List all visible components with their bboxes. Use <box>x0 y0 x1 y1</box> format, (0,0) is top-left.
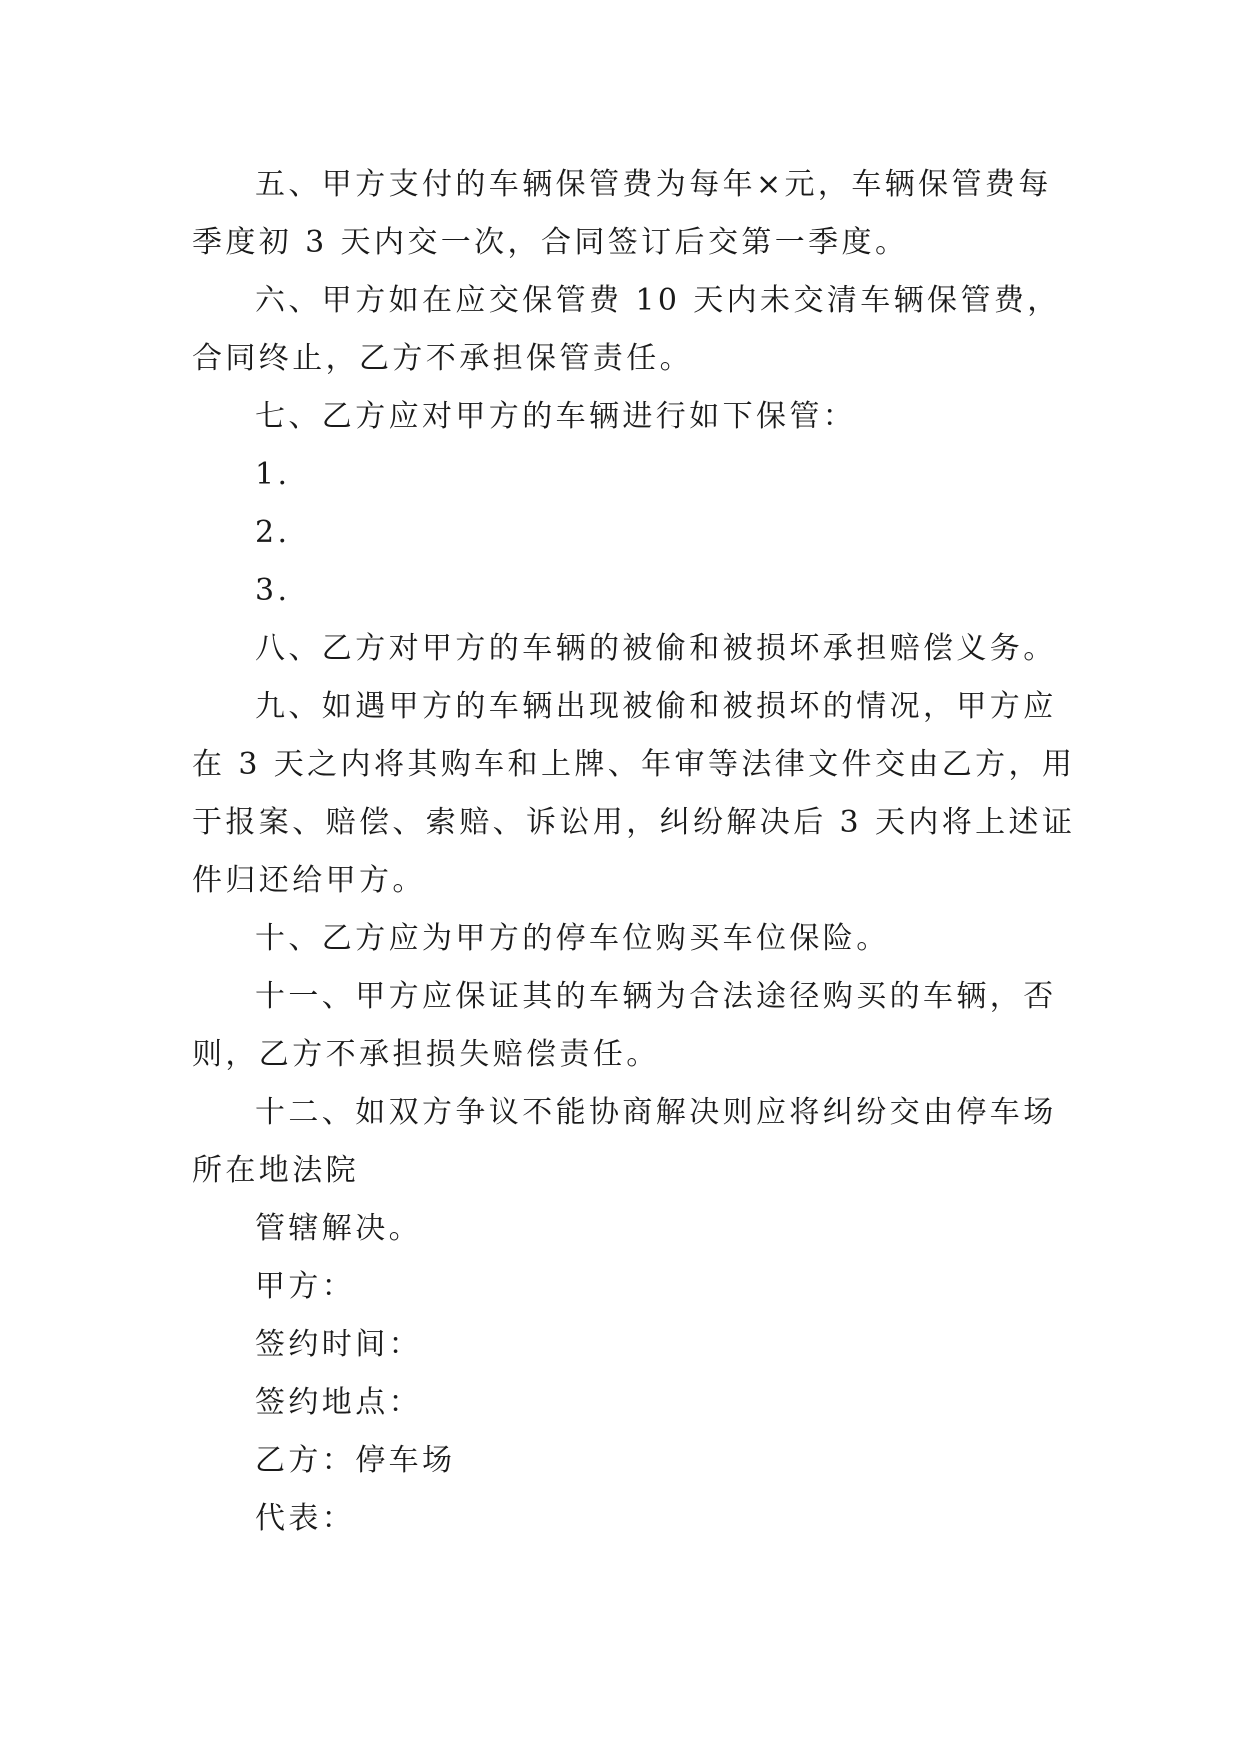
list-item-3: 3. <box>255 573 291 608</box>
clause-9-line-2: 在 3 天之内将其购车和上牌、年审等法律文件交由乙方，用 <box>192 747 1076 782</box>
list-item-2: 2. <box>255 515 291 550</box>
clause-9-line-1: 九、如遇甲方的车辆出现被偷和被损坏的情况，甲方应 <box>255 689 1057 724</box>
clause-7: 七、乙方应对甲方的车辆进行如下保管： <box>255 399 857 434</box>
clause-12-line-2: 所在地法院 <box>192 1153 359 1188</box>
clause-11-line-1: 十一、甲方应保证其的车辆为合法途径购买的车辆，否 <box>255 979 1057 1014</box>
party-a-label: 甲方： <box>255 1269 356 1304</box>
clause-6-line-2: 合同终止，乙方不承担保管责任。 <box>192 341 693 376</box>
clause-5-line-1: 五、甲方支付的车辆保管费为每年×元，车辆保管费每 <box>255 167 1052 202</box>
clause-6-line-1: 六、甲方如在应交保管费 10 天内未交清车辆保管费， <box>255 283 1061 318</box>
clause-5-line-2: 季度初 3 天内交一次，合同签订后交第一季度。 <box>192 225 909 260</box>
clause-12-line-1: 十二、如双方争议不能协商解决则应将纠纷交由停车场 <box>255 1095 1057 1130</box>
clause-9-line-4: 件归还给甲方。 <box>192 863 426 898</box>
representative-label: 代表： <box>255 1501 356 1536</box>
document-body <box>192 156 1076 1548</box>
party-b-label: 乙方：停车场 <box>255 1443 456 1478</box>
clause-8: 八、乙方对甲方的车辆的被偷和被损坏承担赔偿义务。 <box>255 631 1057 666</box>
clause-10: 十、乙方应为甲方的停车位购买车位保险。 <box>255 921 890 956</box>
clause-12-line-3: 管辖解决。 <box>255 1211 422 1246</box>
list-item-1: 1. <box>255 457 291 492</box>
signing-place-label: 签约地点： <box>255 1385 422 1420</box>
signing-time-label: 签约时间： <box>255 1327 422 1362</box>
clause-11-line-2: 则，乙方不承担损失赔偿责任。 <box>192 1037 660 1072</box>
clause-9-line-3: 于报案、赔偿、索赔、诉讼用，纠纷解决后 3 天内将上述证 <box>192 805 1076 840</box>
